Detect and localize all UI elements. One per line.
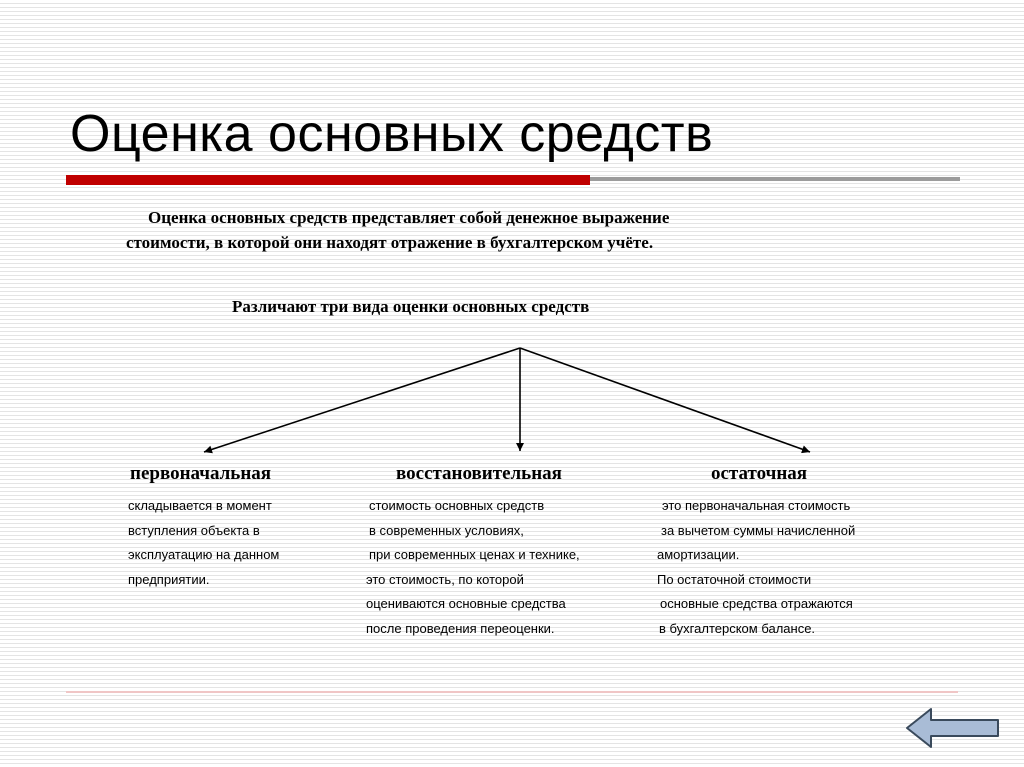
type-description-replacement: [366, 494, 580, 641]
type-description-residual: [657, 494, 855, 641]
text-line: за вычетом суммы начисленной: [661, 522, 856, 538]
text-line: при современных ценах и технике,: [369, 547, 580, 562]
left-arrow-icon: [904, 707, 1002, 749]
type-title-initial: первоначальная: [130, 463, 272, 484]
text-line: это первоначальная стоимость: [662, 498, 851, 513]
intro-line-1: Оценка основных средств представляет собой денежное выражение: [148, 208, 670, 227]
text-line: это стоимость, по которой: [366, 571, 524, 587]
text-line: в бухгалтерском балансе.: [659, 620, 816, 636]
nav-back-button[interactable]: [904, 707, 1002, 754]
type-title-replacement: восстановительная: [396, 463, 562, 484]
text-line: после проведения переоценки.: [366, 620, 555, 636]
arrow-left: [204, 348, 520, 452]
slide-title: Оценка основных средств: [70, 105, 714, 163]
text-line: складывается в момент: [128, 498, 272, 513]
text-line: По остаточной стоимости: [657, 571, 812, 587]
text-line: вступления объекта в: [128, 522, 260, 538]
text-line: амортизации.: [657, 547, 740, 562]
arrow-right: [520, 348, 810, 452]
text-line: стоимость основных средств: [369, 498, 545, 513]
footer-rule: [66, 691, 958, 693]
text-line: основные средства отражаются: [660, 596, 853, 611]
subheading: Различают три вида оценки основных средств: [232, 297, 590, 316]
type-description-initial: [128, 494, 279, 592]
text-line: эксплуатацию на данном: [128, 547, 280, 562]
text-line: в современных условиях,: [369, 522, 524, 538]
text-line: предприятии.: [128, 571, 210, 587]
text-line: оцениваются основные средства: [366, 596, 566, 611]
type-title-residual: остаточная: [711, 463, 808, 484]
intro-line-2: стоимости, в которой они находят отражение в бухгалтерском учёте.: [126, 233, 654, 252]
